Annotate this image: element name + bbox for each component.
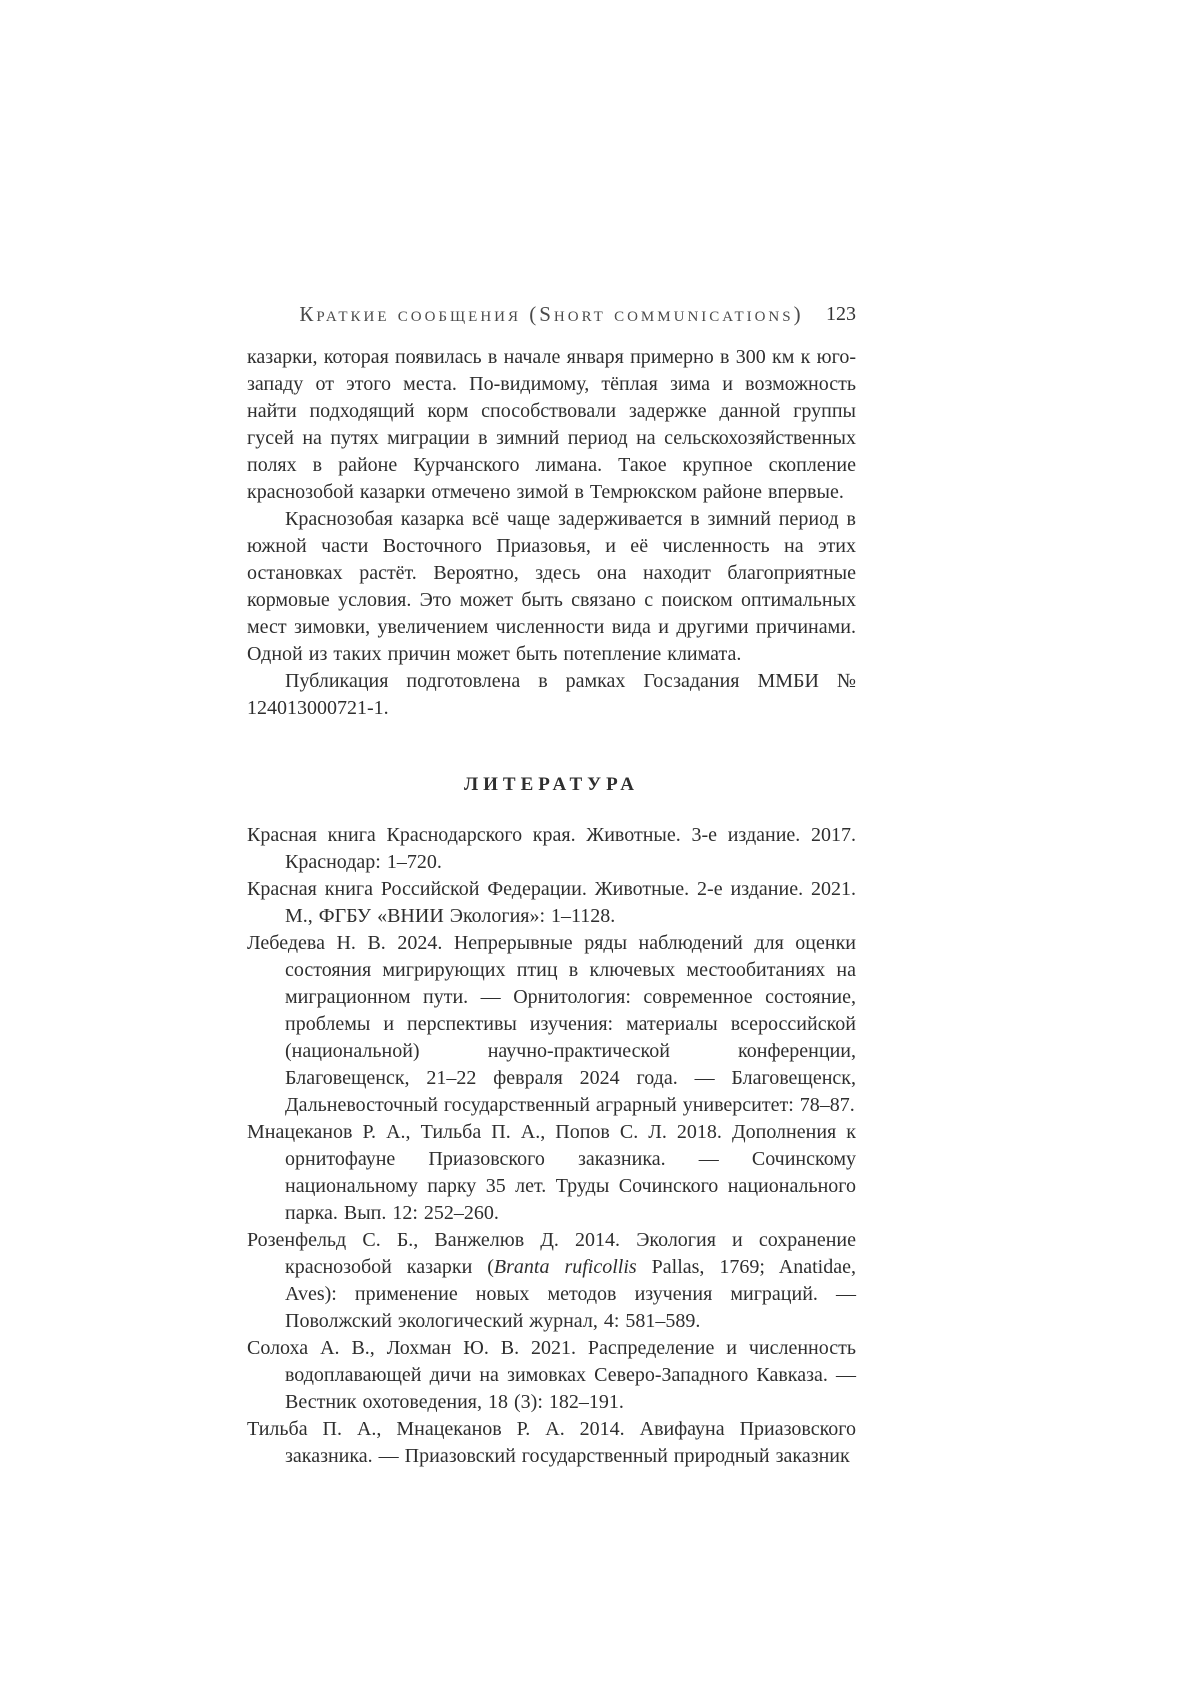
reference-text: Тильба П. А., Мнацеканов Р. А. 2014. Авифауна Приазовского заказника. — Приазовский государственный природный заказник xyxy=(247,1418,856,1467)
reference-item xyxy=(247,1335,856,1416)
reference-item xyxy=(247,1119,856,1227)
running-header xyxy=(247,302,856,329)
running-header-title: Краткие сообщения (Short communications) xyxy=(299,302,804,326)
literature-heading: ЛИТЕРАТУРА xyxy=(463,774,640,795)
reference-species-name: Branta ruficollis xyxy=(493,1256,637,1278)
reference-text: Лебедева Н. В. 2024. Непрерывные ряды наблюдений для оценки состояния мигрирующих птиц в ключевых местообитаниях на миграционном пути. — Орнитология: современное состояние, проблемы и перспективы изучения: материалы всероссийской (национальной) научно-практической конференции, Благовещенск, 21–22 февраля 2024 года. — Благовещенск, Дальневосточный государственный аграрный университет: 78–87. xyxy=(247,932,856,1116)
reference-item xyxy=(247,1227,856,1335)
reference-text: Pallas, 1769; Anatidae, Aves): применение новых методов изучения миграций. — Поволжский экологический журнал, 4: 581–589. xyxy=(285,1256,856,1332)
reference-item xyxy=(247,930,856,1119)
body-paragraph: Краснозобая казарка всё чаще задерживается в зимний период в южной части Восточного Приазовья, и её численность на этих остановках растёт. Вероятно, здесь она находит благоприятные кормовые условия. Это может быть связано с поиском оптимальных мест зимовки, увеличением численности вида и другими причинами. Одной из таких причин может быть потепление климата. xyxy=(247,508,856,665)
article-body xyxy=(247,344,856,722)
reference-text: Мнацеканов Р. А., Тильба П. А., Попов С. Л. 2018. Дополнения к орнитофауне Приазовского заказника. — Сочинскому национальному парку 35 лет. Труды Сочинского национального парка. Вып. 12: 252–260. xyxy=(247,1121,856,1224)
reference-text: Розенфельд С. Б., Ванжелюв Д. 2014. Экология и сохранение краснозобой казарки ( xyxy=(247,1229,856,1278)
reference-item xyxy=(247,876,856,930)
text-block xyxy=(247,302,856,1470)
page-number: 123 xyxy=(826,303,856,325)
reference-item xyxy=(247,822,856,876)
body-paragraph: Публикация подготовлена в рамках Госзадания ММБИ № 124013000721-1. xyxy=(247,670,856,719)
body-paragraph: казарки, которая появилась в начале января примерно в 300 км к юго-западу от этого места. По-видимому, тёплая зима и возможность найти подходящий корм способствовали задержке данной группы гусей на путях миграции в зимний период на сельскохозяйственных полях в районе Курчанского лимана. Такое крупное скопление краснозобой казарки отмечено зимой в Темрюкском районе впервые. xyxy=(247,346,856,503)
reference-list xyxy=(247,822,856,1470)
reference-item xyxy=(247,1416,856,1470)
reference-text: Красная книга Российской Федерации. Животные. 2-е издание. 2021. М., ФГБУ «ВНИИ Экология»: 1–1128. xyxy=(247,878,856,927)
reference-text: Красная книга Краснодарского края. Животные. 3-е издание. 2017. Краснодар: 1–720. xyxy=(247,824,856,873)
reference-text: Солоха А. В., Лохман Ю. В. 2021. Распределение и численность водоплавающей дичи на зимовках Северо-Западного Кавказа. — Вестник охотоведения, 18 (3): 182–191. xyxy=(247,1337,856,1413)
